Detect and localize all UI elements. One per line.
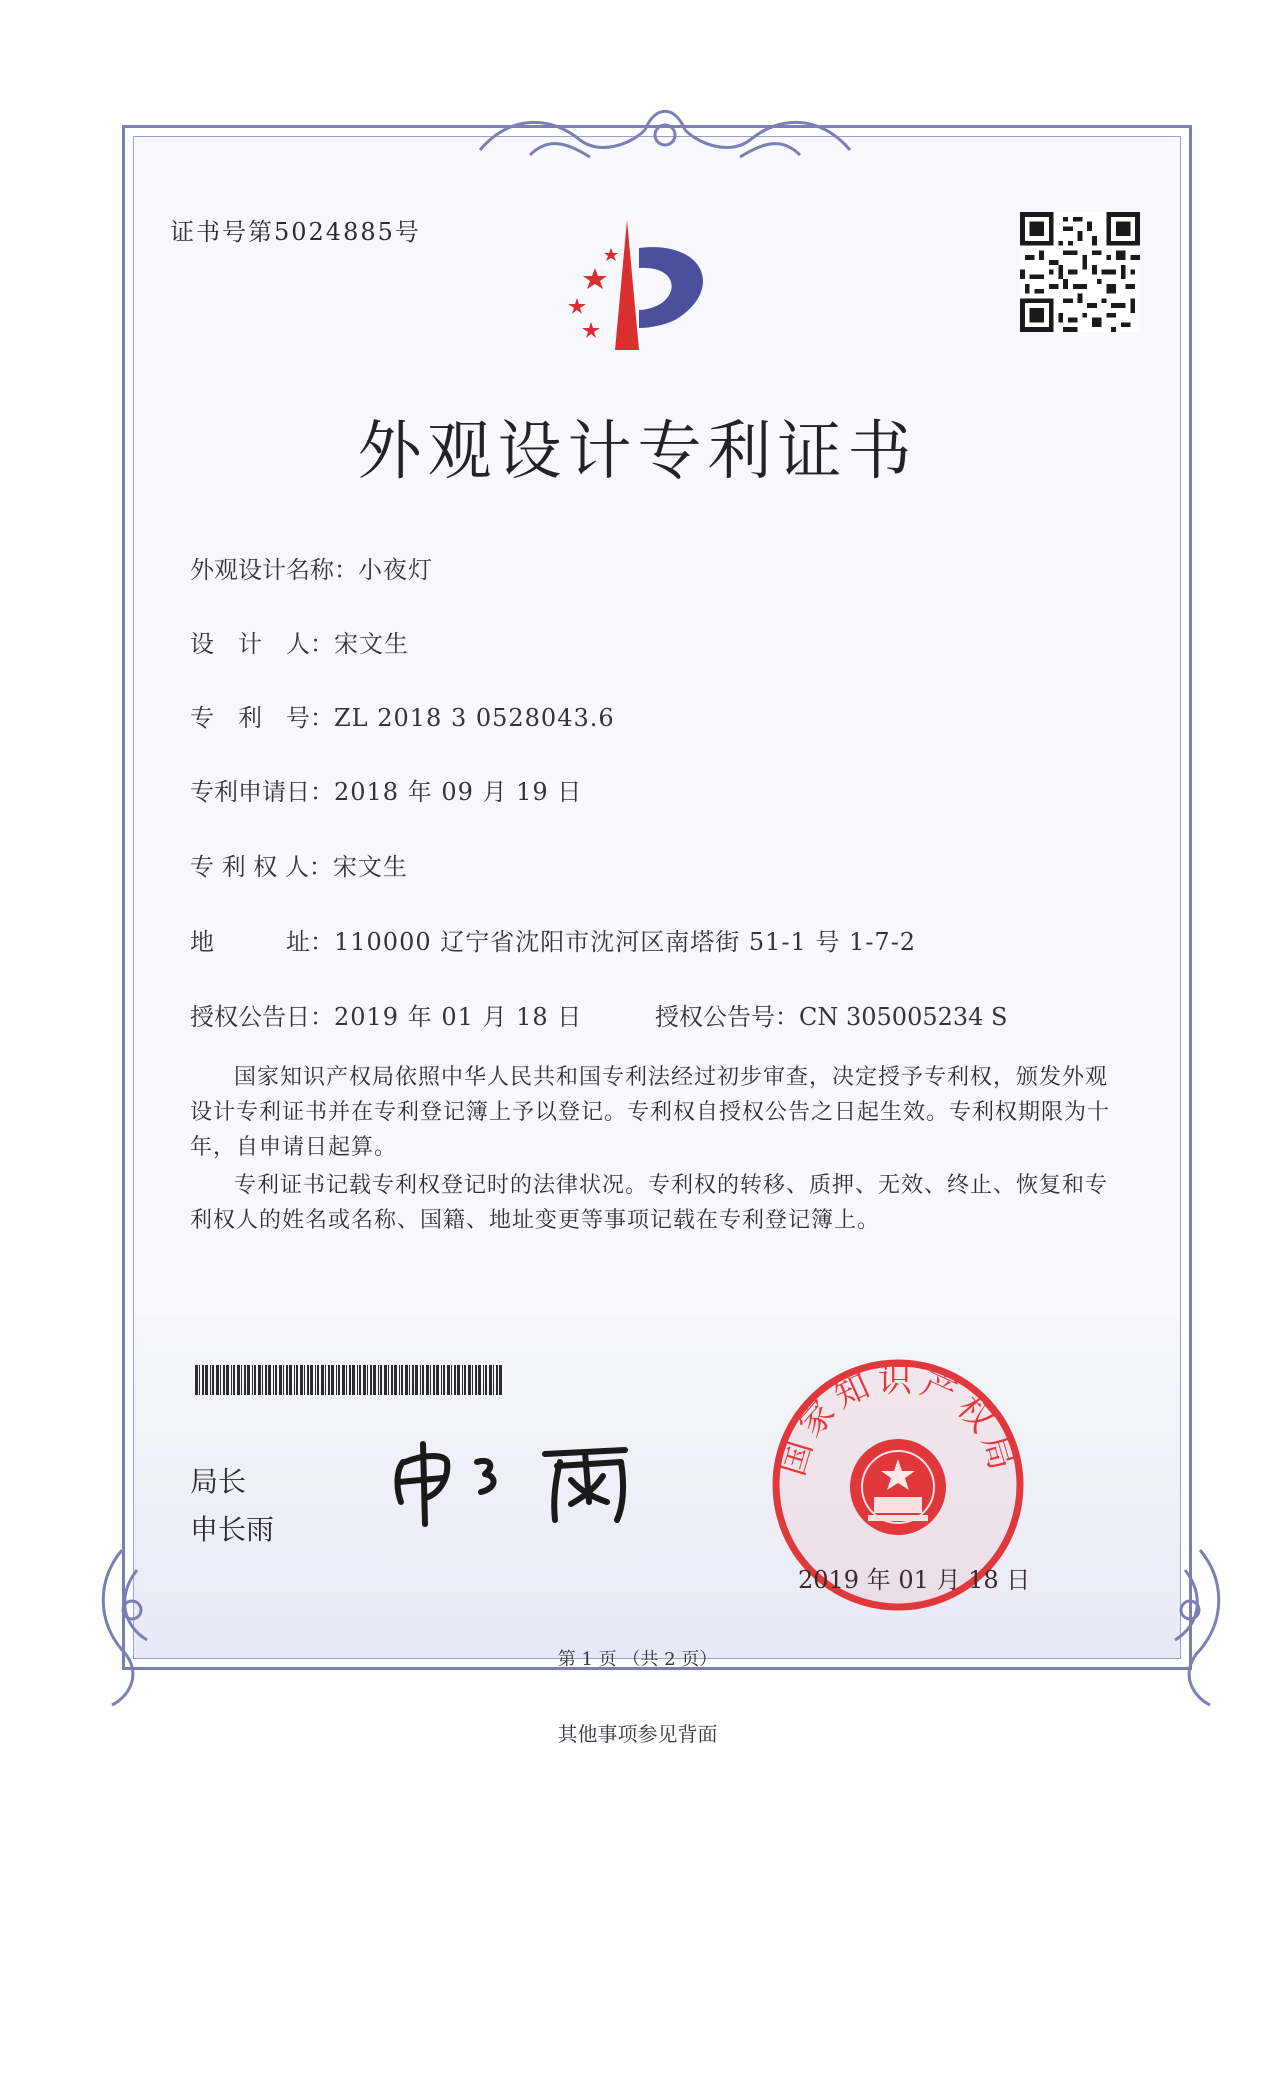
design-name-value: 小夜灯 — [358, 556, 433, 584]
grant-statement-paragraph: 国家知识产权局依照中华人民共和国专利法经过初步审查，决定授予专利权，颁发外观设计专利证书并在专利登记簿上予以登记。专利权自授权公告之日起生效。专利权期限为十年，自申请日起算。 — [190, 1065, 1111, 1160]
barcode-bar — [315, 1365, 316, 1395]
page-indicator: 第 1 页 （共 2 页） — [557, 1649, 718, 1670]
barcode-bar — [472, 1365, 473, 1395]
certificate-title: 外观设计专利证书 — [357, 415, 918, 489]
legal-status-paragraph: 专利证书记载专利权登记时的法律状况。专利权的转移、质押、无效、终止、恢复和专利权人的姓名或名称、国籍、地址变更等事项记载在专利登记簿上。 — [190, 1173, 1109, 1233]
grant-number-field — [655, 997, 1008, 1032]
barcode-bar — [307, 1365, 309, 1395]
director-title: 局长 — [190, 1465, 247, 1498]
grant-date-field — [190, 997, 582, 1032]
barcode-bar — [384, 1365, 387, 1395]
barcode-bar — [254, 1365, 256, 1395]
grant-number-label: 授权公告号： — [655, 1003, 799, 1031]
grant-date-label: 授权公告日： — [190, 1003, 334, 1031]
barcode-bar — [199, 1365, 200, 1395]
barcode-bar — [296, 1365, 298, 1395]
certificate-number: 证书号第5024885号 — [170, 218, 421, 246]
barcode-bar — [195, 1365, 198, 1395]
barcode-bar — [359, 1365, 361, 1395]
barcode-bar — [252, 1365, 253, 1395]
barcode-bar — [454, 1365, 456, 1395]
barcode-bar — [310, 1365, 313, 1395]
barcode-bar — [401, 1365, 403, 1395]
barcode-bar — [338, 1365, 340, 1395]
barcode-bar — [496, 1365, 498, 1395]
designer-label: 设 计 人： — [190, 630, 334, 658]
barcode-bar — [447, 1365, 450, 1395]
barcode-bar — [325, 1365, 326, 1395]
barcode-bar — [321, 1365, 324, 1395]
barcode-bar — [328, 1365, 330, 1395]
barcode-bar — [370, 1365, 372, 1395]
barcode-bar — [422, 1365, 424, 1395]
barcode-bar — [241, 1365, 242, 1395]
barcode-bar — [216, 1365, 219, 1395]
barcode-bar — [210, 1365, 211, 1395]
barcode-bar — [223, 1365, 225, 1395]
barcode-bar — [279, 1365, 282, 1395]
designer-value: 宋文生 — [334, 630, 409, 658]
design-name-label: 外观设计名称： — [190, 556, 358, 584]
barcode-bar — [441, 1365, 442, 1395]
seal-date: 2019 年 01 月 18 日 — [798, 1566, 1031, 1594]
patentee-label: 专 利 权 人： — [190, 853, 333, 881]
address-value: 110000 辽宁省沈阳市沈河区南塔街 51-1 号 1-7-2 — [334, 928, 917, 956]
barcode-bar — [475, 1365, 477, 1395]
barcode-bar — [258, 1365, 261, 1395]
barcode-bar — [262, 1365, 263, 1395]
barcode-bar — [349, 1365, 351, 1395]
director-signature — [385, 1432, 655, 1527]
top-ornament — [470, 95, 860, 170]
barcode-bar — [462, 1365, 463, 1395]
barcode-bar — [352, 1365, 355, 1395]
qr-code — [1020, 212, 1140, 332]
barcode-bar — [405, 1365, 408, 1395]
barcode-bar — [244, 1365, 246, 1395]
barcode-bar — [336, 1365, 337, 1395]
barcode-bar — [233, 1365, 235, 1395]
filing-date-label: 专利申请日： — [190, 778, 334, 806]
barcode-bar — [367, 1365, 368, 1395]
filing-date-field — [190, 772, 582, 807]
barcode-bar — [283, 1365, 284, 1395]
barcode-bar — [342, 1365, 345, 1395]
barcode-bar — [231, 1365, 232, 1395]
barcode-bar — [363, 1365, 366, 1395]
barcode-bar — [378, 1365, 379, 1395]
barcode-bar — [247, 1365, 250, 1395]
barcode-bar — [451, 1365, 452, 1395]
barcode-bar — [485, 1365, 487, 1395]
barcode-bar — [317, 1365, 319, 1395]
filing-date-value: 2018 年 09 月 19 日 — [334, 778, 583, 806]
barcode-bar — [489, 1365, 492, 1395]
address-label: 地 址： — [190, 928, 334, 956]
patentee-field — [190, 847, 408, 882]
barcode — [195, 1365, 503, 1395]
barcode-bar — [294, 1365, 295, 1395]
designer-field — [190, 624, 409, 659]
barcode-bar — [420, 1365, 421, 1395]
barcode-bar — [380, 1365, 382, 1395]
barcode-bar — [273, 1365, 274, 1395]
barcode-bar — [468, 1365, 471, 1395]
barcode-bar — [212, 1365, 214, 1395]
barcode-bar — [220, 1365, 221, 1395]
barcode-bar — [331, 1365, 334, 1395]
barcode-bar — [391, 1365, 393, 1395]
barcode-bar — [493, 1365, 494, 1395]
barcode-bar — [275, 1365, 277, 1395]
barcode-bar — [499, 1365, 502, 1395]
barcode-bar — [226, 1365, 229, 1395]
address-field — [190, 922, 916, 957]
barcode-bar — [426, 1365, 429, 1395]
patentee-value: 宋文生 — [332, 853, 408, 881]
design-name-field — [190, 550, 433, 585]
barcode-bar — [430, 1365, 431, 1395]
barcode-bar — [205, 1365, 208, 1395]
barcode-bar — [286, 1365, 288, 1395]
patent-number-label: 专 利 号： — [190, 704, 334, 732]
barcode-bar — [346, 1365, 347, 1395]
barcode-bar — [304, 1365, 305, 1395]
barcode-bar — [237, 1365, 240, 1395]
barcode-bar — [202, 1365, 204, 1395]
patent-number-field — [190, 698, 615, 733]
barcode-bar — [409, 1365, 410, 1395]
barcode-bar — [415, 1365, 418, 1395]
national-emblem-icon — [850, 1439, 946, 1535]
footnote: 其他事项参见背面 — [557, 1722, 718, 1746]
barcode-bar — [265, 1365, 267, 1395]
barcode-bar — [399, 1365, 400, 1395]
barcode-bar — [457, 1365, 460, 1395]
grant-date-value: 2019 年 01 月 18 日 — [334, 1003, 583, 1031]
patent-number-value: ZL 2018 3 0528043.6 — [334, 704, 615, 732]
patent-office-logo — [555, 210, 745, 360]
barcode-bar — [268, 1365, 271, 1395]
barcode-bar — [478, 1365, 481, 1395]
barcode-bar — [388, 1365, 389, 1395]
barcode-bar — [357, 1365, 358, 1395]
barcode-bar — [289, 1365, 292, 1395]
barcode-bar — [300, 1365, 303, 1395]
barcode-bar — [436, 1365, 439, 1395]
barcode-bar — [483, 1365, 484, 1395]
right-ornament — [1140, 1540, 1230, 1710]
barcode-bar — [412, 1365, 414, 1395]
barcode-bar — [373, 1365, 376, 1395]
director-name: 申长雨 — [190, 1513, 275, 1546]
left-ornament — [92, 1540, 182, 1710]
barcode-bar — [433, 1365, 435, 1395]
barcode-bar — [394, 1365, 397, 1395]
barcode-bar — [464, 1365, 466, 1395]
grant-number-value: CN 305005234 S — [799, 1003, 1008, 1031]
seal-text: 国家知识产权局 — [772, 1360, 1024, 1481]
barcode-bar — [443, 1365, 445, 1395]
